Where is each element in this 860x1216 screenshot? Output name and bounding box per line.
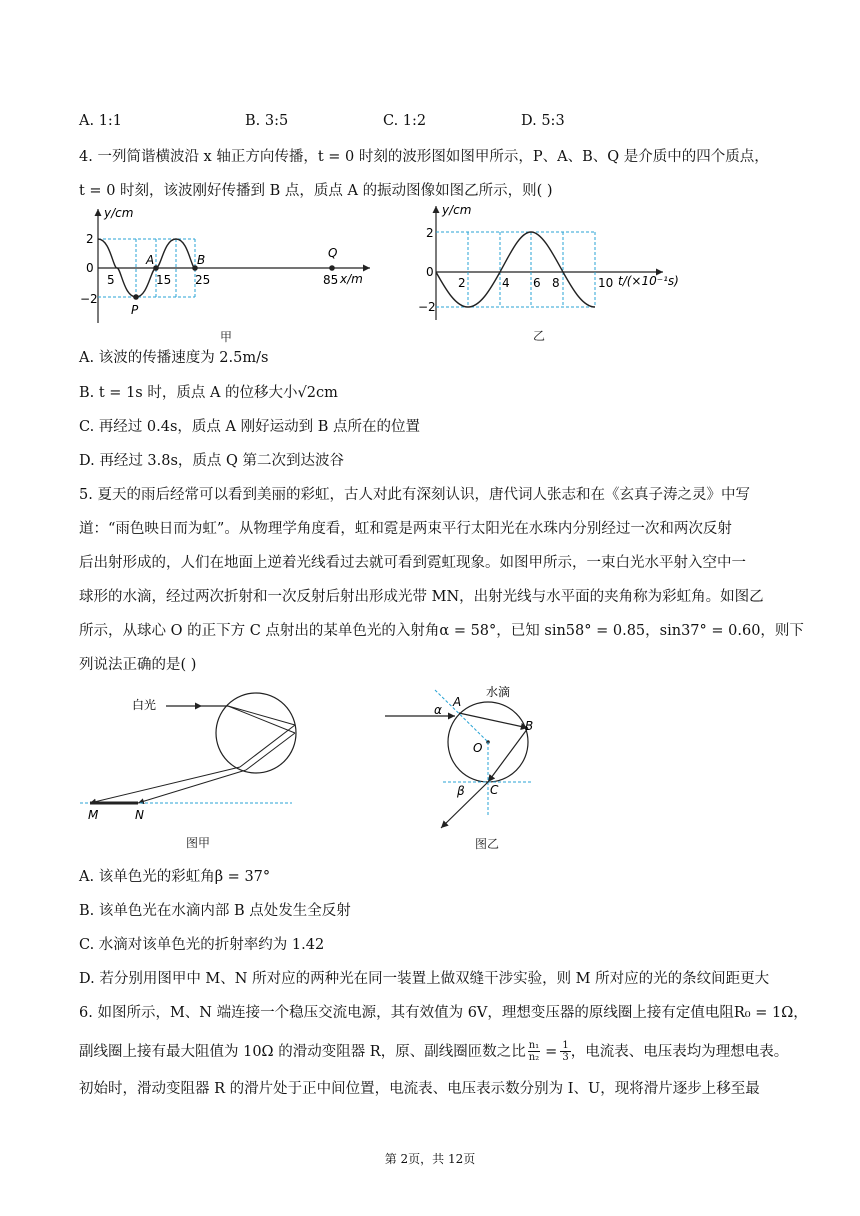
q5-stem-line3: 后出射形成的，人们在地面上逆着光线看过去就可看到霓虹现象。如图甲所示，一束白光水平射入空中一 (79, 555, 746, 571)
y-tick-neg2: −2 (418, 300, 436, 314)
t-tick-10: 10 (598, 276, 614, 290)
q6-line2-a: 副线圈上接有最大阻值为 10Ω 的滑动变阻器 R，原、副线圈匝数之比 (79, 1043, 526, 1060)
fraction-numerator: n₁ (528, 1040, 540, 1051)
q6-line2-b: ，电流表、电压表均为理想电表。 (570, 1043, 789, 1060)
label-b: B (525, 719, 534, 733)
q3-option-a: A. 1:1 (79, 113, 123, 129)
q5-figure-yi (383, 680, 563, 855)
q4-stem-line1: 4. 一列简谐横波沿 x 轴正方向传播，t = 0 时刻的波形图如图甲所示，P、A、B、Q 是介质中的四个质点， (79, 149, 769, 165)
t-tick-2: 2 (458, 276, 466, 290)
x-tick-15: 15 (156, 273, 172, 287)
y-tick-0: 0 (86, 261, 94, 275)
label-q: Q (328, 246, 338, 260)
t-tick-6: 6 (533, 276, 541, 290)
q3-option-d: D. 5:3 (521, 113, 565, 129)
figure-caption-tuyi: 图乙 (475, 837, 500, 851)
q4-option-b: B. t = 1s 时，质点 A 的位移大小√2cm (79, 385, 338, 401)
q5-stem-line2: 道：“雨色映日而为虹”。从物理学角度看，虹和霓是两束平行太阳光在水珠内分别经过一次和两次反射 (79, 521, 732, 537)
dashed-guides (436, 232, 595, 307)
q5-figure-jia (80, 685, 310, 855)
y-tick-2: 2 (426, 226, 434, 240)
q6-line2 (79, 1040, 788, 1063)
x-tick-5: 5 (107, 273, 115, 287)
value-numerator: 1 (562, 1040, 569, 1051)
label-b: B (197, 253, 206, 267)
q4-figure-yi (418, 200, 688, 348)
reflected-ray-bc (488, 728, 528, 782)
x-tick-25: 25 (195, 273, 211, 287)
exit-rays (90, 767, 246, 803)
x-tick-85: 85 (323, 273, 339, 287)
q3-option-c: C. 1:2 (383, 113, 427, 129)
q5-stem-line5: 所示，从球心 O 的正下方 C 点射出的某单色光的入射角α = 58°，已知 sin58° = 0.85，sin37° = 0.60，则下 (79, 623, 804, 639)
q3-option-b: B. 3:5 (245, 113, 289, 129)
q5-option-b: B. 该单色光在水滴内部 B 点处发生全反射 (79, 903, 351, 919)
fraction-equals: = (545, 1043, 558, 1060)
label-a: A (146, 253, 155, 267)
q4-figure-jia (80, 203, 380, 351)
y-tick-0: 0 (426, 265, 434, 279)
q6-line1: 6. 如图所示，M、N 端连接一个稳压交流电源，其有效值为 6V，理想变压器的原线圈上接有定值电阻R₀ = 1Ω， (79, 1005, 808, 1021)
label-m: M (88, 808, 99, 822)
label-n: N (135, 808, 144, 822)
q5-option-a: A. 该单色光的彩虹角β = 37° (79, 869, 271, 885)
q4-option-c: C. 再经过 0.4s，质点 A 刚好运动到 B 点所在的位置 (79, 419, 420, 435)
page-footer: 第 2页，共 12页 (384, 1152, 476, 1166)
y-axis-label: y/cm (442, 203, 472, 217)
water-drop-label: 水滴 (486, 685, 511, 699)
figure-caption-yi: 乙 (533, 329, 546, 343)
q5-option-d: D. 若分别用图甲中 M、N 所对应的两种光在同一装置上做双缝干涉实验，则 M 所对应的光的条纹间距更大 (79, 971, 770, 987)
q5-stem-line1: 5. 夏天的雨后经常可以看到美丽的彩虹，古人对此有深刻认识，唐代词人张志和在《玄真子涛之灵》中写 (79, 487, 750, 503)
x-axis-label: x/m (340, 272, 363, 286)
ratio-value (560, 1040, 570, 1063)
label-alpha: α (434, 703, 442, 717)
label-a: A (453, 695, 462, 709)
t-tick-4: 4 (502, 276, 510, 290)
q5-option-c: C. 水滴对该单色光的折射率约为 1.42 (79, 937, 325, 953)
fraction-denominator: n₂ (528, 1052, 540, 1063)
vibration-curve (436, 232, 595, 307)
label-p: P (131, 303, 139, 317)
q4-stem-line2: t = 0 时刻，该波刚好传播到 B 点，质点 A 的振动图像如图乙所示，则( ) (79, 183, 553, 199)
point-p (133, 294, 139, 300)
label-beta: β (457, 784, 465, 798)
q4-option-a: A. 该波的传播速度为 2.5m/s (79, 350, 269, 366)
y-tick-2: 2 (86, 232, 94, 246)
point-q (329, 265, 335, 271)
q6-line3: 初始时，滑动变阻器 R 的滑片处于正中间位置，电流表、电压表示数分别为 I、U，现将滑片逐步上移至最 (79, 1081, 760, 1097)
t-tick-8: 8 (552, 276, 560, 290)
figure-caption-tujia: 图甲 (186, 836, 211, 850)
white-light-label: 白光 (132, 698, 157, 712)
label-o: O (473, 741, 483, 755)
y-axis-label: y/cm (104, 206, 134, 220)
label-c: C (490, 783, 499, 797)
q5-stem-line4: 球形的水滴，经过两次折射和一次反射后射出形成光带 MN，出射光线与水平面的夹角称为彩虹角。如图乙 (79, 589, 764, 605)
ratio-fraction (528, 1040, 540, 1063)
y-tick-neg2: −2 (80, 292, 98, 306)
q4-option-d: D. 再经过 3.8s，质点 Q 第二次到达波谷 (79, 453, 345, 469)
value-denominator: 3 (562, 1052, 569, 1063)
t-axis-label: t/(×10⁻¹s) (618, 274, 679, 288)
figure-caption-jia: 甲 (220, 330, 233, 344)
q5-stem-line6: 列说法正确的是( ) (79, 657, 197, 673)
